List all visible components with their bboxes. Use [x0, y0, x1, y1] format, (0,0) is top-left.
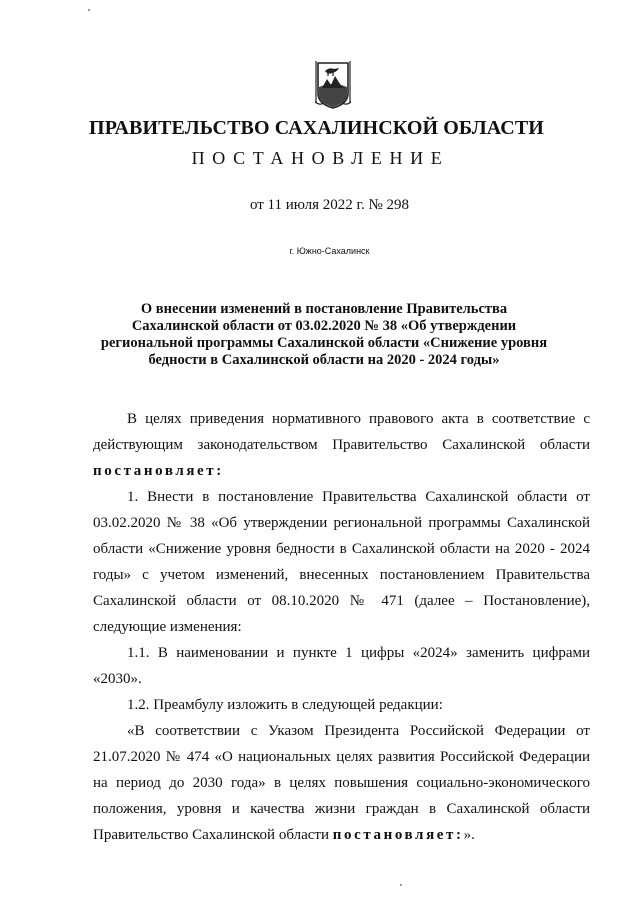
paragraph-text: В целях приведения нормативного правового акта в соответствие с действующим законодательством Правительство Сахалинской области: [93, 411, 590, 453]
resolves-word: постановляет:: [332, 827, 464, 843]
paragraph-item-1-2: 1.2. Преамбулу изложить в следующей редакции:: [127, 697, 443, 713]
scan-speck: [88, 9, 90, 11]
paragraph-new-preamble: [93, 718, 590, 848]
scan-speck: [400, 884, 402, 886]
paragraph-item-1: 1. Внести в постановление Правительства Сахалинской области от 03.02.2020 № 38 «Об утверждении региональной программы Сахалинской области «Снижение уровня бедности в Сахалинской области на 2020 - 2024 годы» с учетом изменений, внесенных постановлением Правительства Сахалинской области от 08.10.2020 № 471 (далее – Постановление), следующие изменения:: [93, 489, 590, 635]
document-type: ПОСТАНОВЛЕНИЕ: [191, 148, 450, 168]
paragraph-item-1-1: 1.1. В наименовании и пункте 1 цифры «2024» заменить цифрами «2030».: [93, 645, 590, 687]
coat-of-arms-icon: [315, 57, 351, 109]
document-date-number: от 11 июля 2022 г. № 298: [249, 197, 410, 213]
organization-name: ПРАВИТЕЛЬСТВО САХАЛИНСКОЙ ОБЛАСТИ: [89, 117, 544, 139]
document-body: [93, 406, 590, 848]
resolves-word: постановляет:: [93, 463, 224, 479]
paragraph-preamble: [93, 406, 590, 484]
paragraph-end: ».: [463, 827, 475, 843]
document-title: О внесении изменений в постановление Правительства Сахалинской области от 03.02.2020 № 38 «Об утверждении региональной программы Сахалинской области «Снижение уровня бедности в Сахалинской области на 2020 - 2024 годы»: [100, 301, 548, 368]
paragraph-text: «В соответствии с Указом Президента Российской Федерации от 21.07.2020 № 474 «О национальных целях развития Российской Федерации на период до 2030 года» в целях повышения социально-экономического положения, уровня и качества жизни граждан в Сахалинской области Правительство Сахалинской области: [93, 723, 590, 843]
document-city: г. Южно-Сахалинск: [289, 246, 370, 256]
